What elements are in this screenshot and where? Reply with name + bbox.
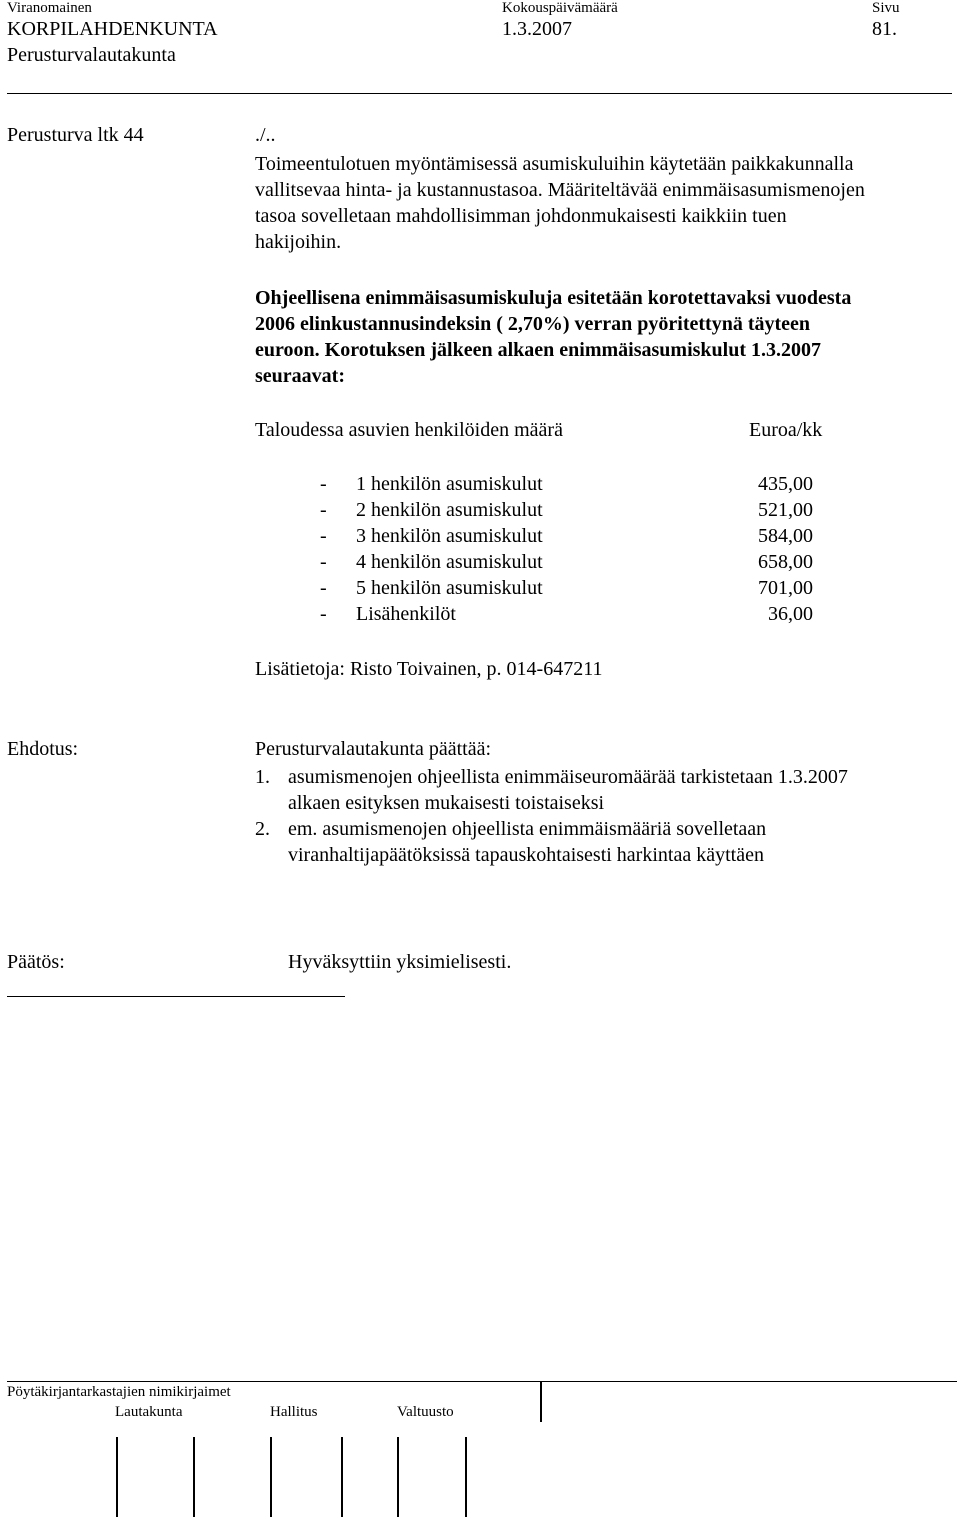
bold-paragraph — [255, 285, 851, 389]
row-value: 658,00 — [758, 551, 813, 573]
header-org-name: KORPILAHDENKUNTA — [7, 18, 218, 40]
proposal-item-number: 2. — [255, 818, 270, 840]
row-dash: - — [320, 603, 327, 625]
signature-box-line — [465, 1437, 467, 1517]
intro-line: vallitsevaa hinta- ja kustannustasoa. Määriteltävää enimmäisasumismenojen — [255, 179, 865, 201]
bold-line: euroon. Korotuksen jälkeen alkaen enimmäisasumiskulut 1.3.2007 — [255, 339, 822, 361]
row-value: 584,00 — [758, 525, 813, 547]
proposal-label: Ehdotus: — [7, 738, 79, 760]
signature-box-line — [397, 1437, 399, 1517]
signature-box-line — [341, 1437, 343, 1517]
table-row — [320, 497, 815, 523]
row-dash: - — [320, 525, 327, 547]
row-label: 2 henkilön asumiskulut — [356, 499, 543, 521]
header-date: 1.3.2007 — [502, 18, 572, 40]
row-value: 435,00 — [758, 473, 813, 495]
row-value: 36,00 — [768, 603, 813, 625]
table-row — [320, 523, 815, 549]
row-value: 701,00 — [758, 577, 813, 599]
header-viranomainen-label: Viranomainen — [7, 0, 92, 16]
table-row — [320, 575, 815, 601]
proposal-item-number: 1. — [255, 766, 270, 788]
footer-rule — [7, 1381, 957, 1382]
row-label: Lisähenkilöt — [356, 603, 456, 625]
footer-signatures-label: Pöytäkirjantarkastajien nimikirjaimet — [7, 1384, 231, 1400]
row-label: 3 henkilön asumiskulut — [356, 525, 543, 547]
intro-line: hakijoihin. — [255, 231, 342, 253]
proposal-item-line: asumismenojen ohjeellista enimmäiseuromäärää tarkistetaan 1.3.2007 — [288, 766, 848, 788]
header-kokous-label: Kokouspäivämäärä — [502, 0, 618, 16]
section-ref: Perusturva ltk 44 — [7, 124, 144, 146]
intro-line: Toimeentulotuen myöntämisessä asumiskuluihin käytetään paikkakunnalla — [255, 153, 854, 175]
row-label: 4 henkilön asumiskulut — [356, 551, 543, 573]
contact-info: Lisätietoja: Risto Toivainen, p. 014-647211 — [255, 658, 603, 680]
intro-line: tasoa sovelletaan mahdollisimman johdonmukaisesti kaikkiin tuen — [255, 205, 787, 227]
footer-divider — [540, 1382, 542, 1422]
row-label: 1 henkilön asumiskulut — [356, 473, 543, 495]
table-row — [320, 549, 815, 575]
proposal-item-line: viranhaltijapäätöksissä tapauskohtaisesti harkintaa käyttäen — [288, 844, 764, 866]
amounts-table — [320, 471, 815, 627]
signature-box-line — [116, 1437, 118, 1517]
decision-label: Päätös: — [7, 951, 65, 973]
header-page-number: 81. — [872, 18, 897, 40]
footer-lautakunta: Lautakunta — [115, 1404, 183, 1420]
table-col2-header: Euroa/kk — [749, 419, 823, 441]
header-sivu-label: Sivu — [872, 0, 900, 16]
proposal-intro: Perusturvalautakunta päättää: — [255, 738, 492, 760]
row-dash: - — [320, 499, 327, 521]
signature-box-line — [270, 1437, 272, 1517]
section-continued: ./.. — [255, 124, 276, 146]
proposal-item-line: alkaen esityksen mukaisesti toistaiseksi — [288, 792, 605, 814]
decision-rule — [7, 996, 345, 997]
footer-hallitus: Hallitus — [270, 1404, 318, 1420]
signature-box-line — [193, 1437, 195, 1517]
row-dash: - — [320, 473, 327, 495]
bold-line: seuraavat: — [255, 365, 345, 387]
header-rule — [7, 93, 952, 94]
bold-line: Ohjeellisena enimmäisasumiskuluja esitetään korotettavaksi vuodesta — [255, 287, 852, 309]
proposal-item-line: em. asumismenojen ohjeellista enimmäismääriä sovelletaan — [288, 818, 767, 840]
table-col1-header: Taloudessa asuvien henkilöiden määrä — [255, 419, 563, 441]
footer-valtuusto: Valtuusto — [397, 1404, 454, 1420]
intro-paragraph — [255, 151, 865, 255]
table-row — [320, 471, 815, 497]
table-row — [320, 601, 815, 627]
bold-line: 2006 elinkustannusindeksin ( 2,70%) verran pyöritettynä täyteen — [255, 313, 811, 335]
row-dash: - — [320, 577, 327, 599]
header-board: Perusturvalautakunta — [7, 44, 176, 66]
decision-text: Hyväksyttiin yksimielisesti. — [288, 951, 512, 973]
row-dash: - — [320, 551, 327, 573]
row-value: 521,00 — [758, 499, 813, 521]
row-label: 5 henkilön asumiskulut — [356, 577, 543, 599]
